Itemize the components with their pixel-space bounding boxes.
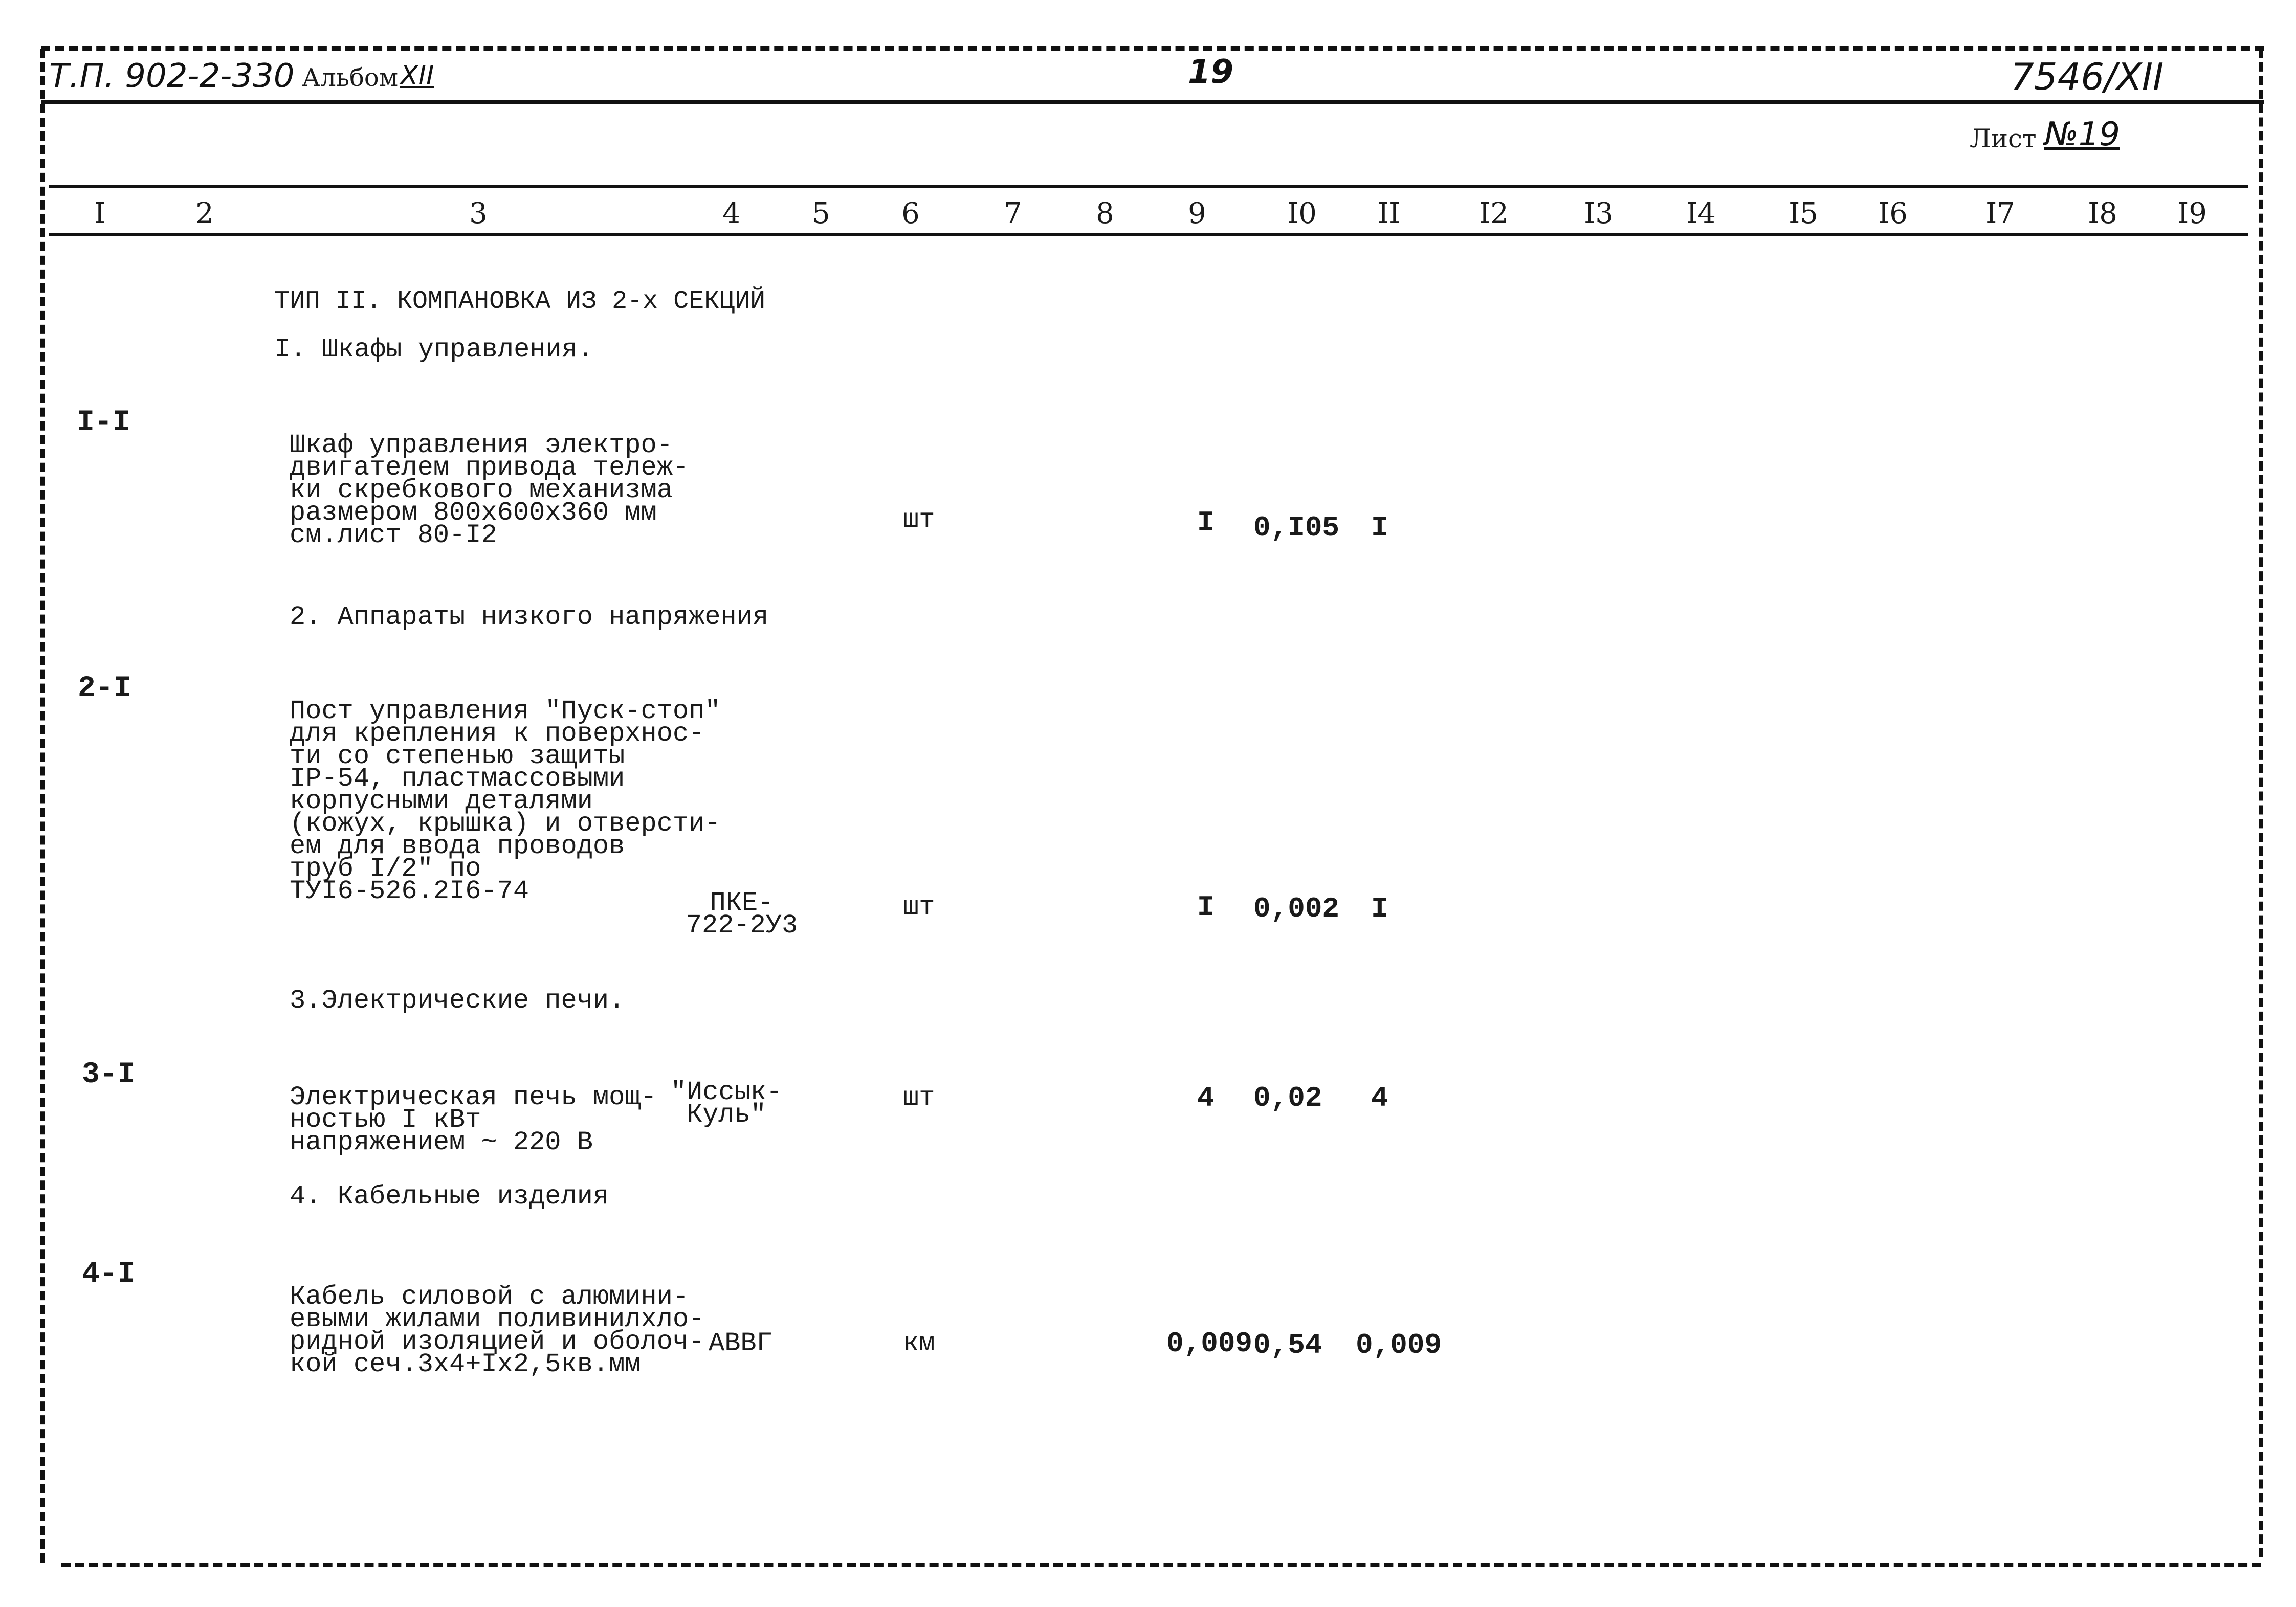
column-header-top-rule — [49, 185, 2248, 188]
column-number: 8 — [1096, 197, 1114, 230]
column-number: I2 — [1479, 197, 1509, 230]
col11-value: 0,009 — [1356, 1329, 1442, 1362]
frame-right-line — [2259, 49, 2263, 1557]
column-number: I8 — [2088, 197, 2117, 230]
column-header-bottom-rule — [49, 233, 2248, 236]
album-number: XII — [400, 60, 434, 91]
column-number: 6 — [901, 197, 920, 230]
column-number: 9 — [1188, 197, 1206, 230]
sheet-label: Лист — [1970, 124, 2037, 153]
header-rule — [41, 100, 2264, 104]
section-heading: I. Шкафы управления. — [274, 334, 594, 365]
column-number: 3 — [469, 197, 488, 230]
column-number: 5 — [812, 197, 830, 230]
column-number: I3 — [1584, 197, 1614, 230]
page-number: 19 — [1188, 53, 1234, 91]
item-name: Шкаф управления электро- двигателем привода тележ- ки скребкового механизма размером 800х600х360 мм см.лист 80-I2 — [290, 430, 689, 550]
quantity-value: 4 — [1197, 1082, 1215, 1114]
frame-bottom-line — [61, 1563, 2261, 1567]
item-name: Пост управления "Пуск-стоп" для крепления к поверхнос- ти со степенью защиты IP-54, пластмассовыми корпусными деталями (кожух, крышка) и отверсти- ем для ввода проводов труб I/2" по ТУI6-526.2I6-74 — [290, 696, 721, 906]
mass-value: 0,54 — [1253, 1329, 1322, 1362]
position-code: 4-I — [82, 1258, 136, 1291]
quantity-value: 0,009 — [1166, 1327, 1253, 1360]
inventory-number: 7546/XII — [2011, 55, 2164, 98]
unit-value: шт — [903, 1083, 935, 1113]
column-number: 2 — [195, 197, 214, 230]
frame-left-line — [40, 49, 45, 1563]
section-heading: 2. Аппараты низкого напряжения — [290, 602, 769, 632]
column-number: I4 — [1686, 197, 1716, 230]
column-number: I0 — [1287, 197, 1317, 230]
position-code: 3-I — [82, 1058, 136, 1091]
section-heading: 4. Кабельные изделия — [290, 1181, 609, 1212]
section-heading: 3.Электрические печи. — [290, 986, 625, 1016]
column-number: I — [94, 197, 106, 230]
column-number: I5 — [1789, 197, 1818, 230]
position-code: I-I — [77, 406, 130, 439]
type-value: ПКЕ- 722-2У3 — [686, 888, 798, 941]
mass-value: 0,I05 — [1253, 511, 1340, 544]
col11-value: I — [1371, 511, 1388, 544]
column-number: I9 — [2177, 197, 2207, 230]
album-label: Альбом — [302, 63, 399, 92]
column-number: 4 — [722, 197, 741, 230]
spec-title: ТИП II. КОМПАНОВКА ИЗ 2-х СЕКЦИЙ — [274, 287, 766, 316]
frame-top-line — [41, 46, 2264, 51]
type-value: "Иссык- Куль" — [670, 1077, 783, 1130]
type-value: АВВГ — [709, 1328, 772, 1358]
sheet-number: №19 — [2044, 116, 2120, 153]
column-number: II — [1377, 197, 1401, 230]
unit-value: шт — [903, 892, 935, 922]
quantity-value: I — [1197, 891, 1215, 924]
item-name: Электрическая печь мощ- ностью I кВт напряжением ~ 220 В — [290, 1082, 657, 1157]
column-number: 7 — [1004, 197, 1022, 230]
doc-code: Т.П. 902-2-330 — [49, 57, 295, 95]
unit-value: км — [903, 1328, 935, 1358]
column-number: I7 — [1985, 197, 2015, 230]
quantity-value: I — [1197, 506, 1215, 539]
col11-value: I — [1371, 892, 1388, 925]
mass-value: 0,02 — [1253, 1082, 1322, 1114]
column-number: I6 — [1878, 197, 1908, 230]
position-code: 2-I — [78, 672, 131, 705]
col11-value: 4 — [1371, 1082, 1388, 1114]
unit-value: шт — [903, 505, 935, 535]
item-name: Кабель силовой с алюмини- евыми жилами поливинилхло- ридной изоляцией и оболоч- кой сеч.3х4+Iх2,5кв.мм — [290, 1282, 705, 1379]
mass-value: 0,002 — [1253, 892, 1340, 925]
